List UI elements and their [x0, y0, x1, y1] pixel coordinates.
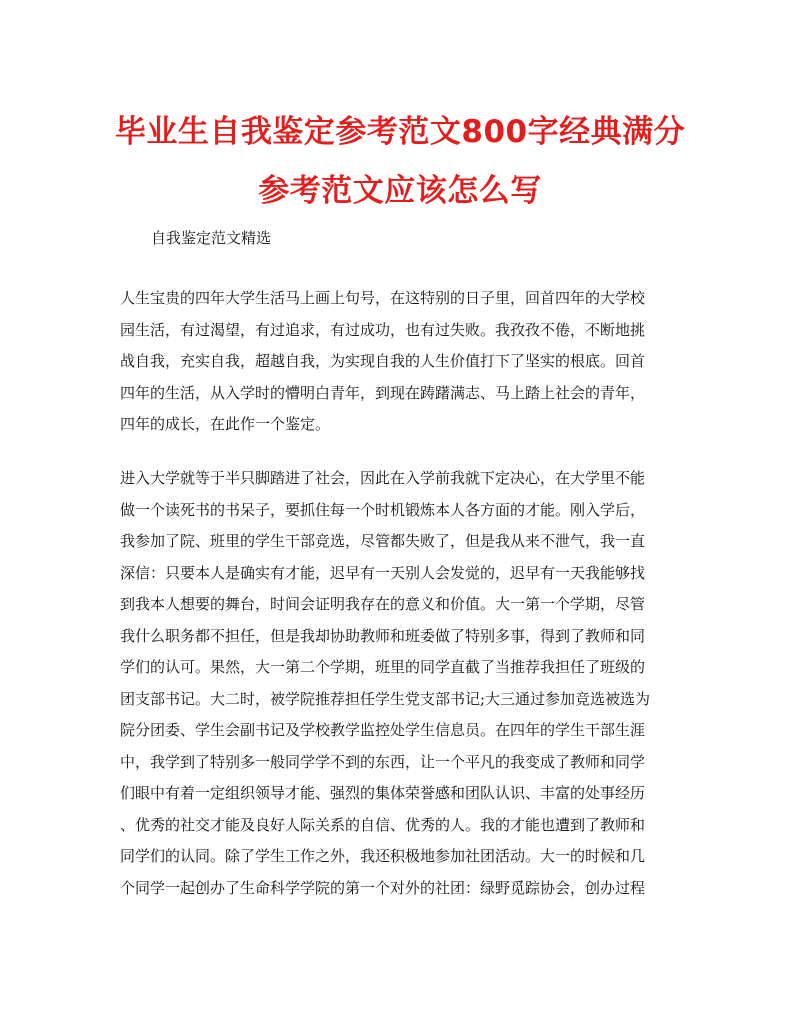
paragraph-line: 我参加了院、班里的学生干部竞选，尽管都失败了，但是我从来不泄气，我一直 — [120, 532, 646, 550]
paragraph-2 — [120, 463, 690, 904]
document-subtitle: 自我鉴定范文精选 — [151, 229, 272, 247]
paragraph-line: 做一个读死书的书呆子，要抓住每一个时机锻炼本人各方面的才能。刚入学后， — [120, 500, 646, 519]
paragraph-line: 四年的生活，从入学时的懵明白青年，到现在踌躇满志、马上踏上社会的青年， — [120, 383, 646, 402]
paragraph-line: 个同学一起创办了生命科学学院的第一个对外的社团：绿野觅踪协会，创办过程 — [120, 878, 646, 897]
paragraph-line: 学们的认可。果然，大一第二个学期，班里的同学直截了当推荐我担任了班级的 — [120, 658, 646, 676]
paragraph-line: 团支部书记。大二时，被学院推荐担任学生党支部书记;大三通过参加竞选被选为 — [120, 689, 651, 708]
paragraph-line: 中，我学到了特别多一般同学学不到的东西，让一个平凡的我变成了教师和同学 — [120, 752, 646, 771]
paragraph-line: 四年的成长，在此作一个鉴定。 — [120, 415, 331, 433]
paragraph-line: 们眼中有着一定组织领导才能、强烈的集体荣誉感和团队认识、丰富的处事经历 — [120, 784, 646, 802]
document-title-line-2: 参考范文应该怎么写 — [258, 173, 542, 209]
paragraph-line: 战自我，充实自我，超越自我，为实现自我的人生价值打下了坚实的根底。回首 — [120, 352, 646, 370]
paragraph-line: 我什么职务都不担任，但是我却协助教师和班委做了特别多事，得到了教师和同 — [120, 626, 646, 645]
paragraph-line: 院分团委、学生会副书记及学校教学监控处学生信息员。在四年的学生干部生涯 — [120, 721, 646, 739]
paragraph-line: 进入大学就等于半只脚踏进了社会，因此在入学前我就下定决心，在大学里不能 — [120, 469, 646, 487]
paragraph-1 — [120, 283, 690, 441]
paragraph-line: 到我本人想要的舞台，时间会证明我存在的意义和价值。大一第一个学期，尽管 — [120, 595, 646, 613]
paragraph-line: 深信：只要本人是确实有才能，迟早有一天别人会发觉的，迟早有一天我能够找 — [120, 563, 646, 582]
paragraph-line: 同学们的认同。除了学生工作之外，我还积极地参加社团活动。大一的时候和几 — [120, 847, 646, 865]
document-title-line-1: 毕业生自我鉴定参考范文800字经典满分 — [114, 114, 686, 150]
paragraph-line: 人生宝贵的四年大学生活马上画上句号，在这特别的日子里，回首四年的大学校 — [120, 289, 646, 307]
paragraph-line: 、优秀的社交才能及良好人际关系的自信、优秀的人。我的才能也遭到了教师和 — [120, 815, 646, 834]
paragraph-line: 园生活，有过渴望，有过追求，有过成功，也有过失败。我孜孜不倦，不断地挑 — [120, 320, 646, 339]
